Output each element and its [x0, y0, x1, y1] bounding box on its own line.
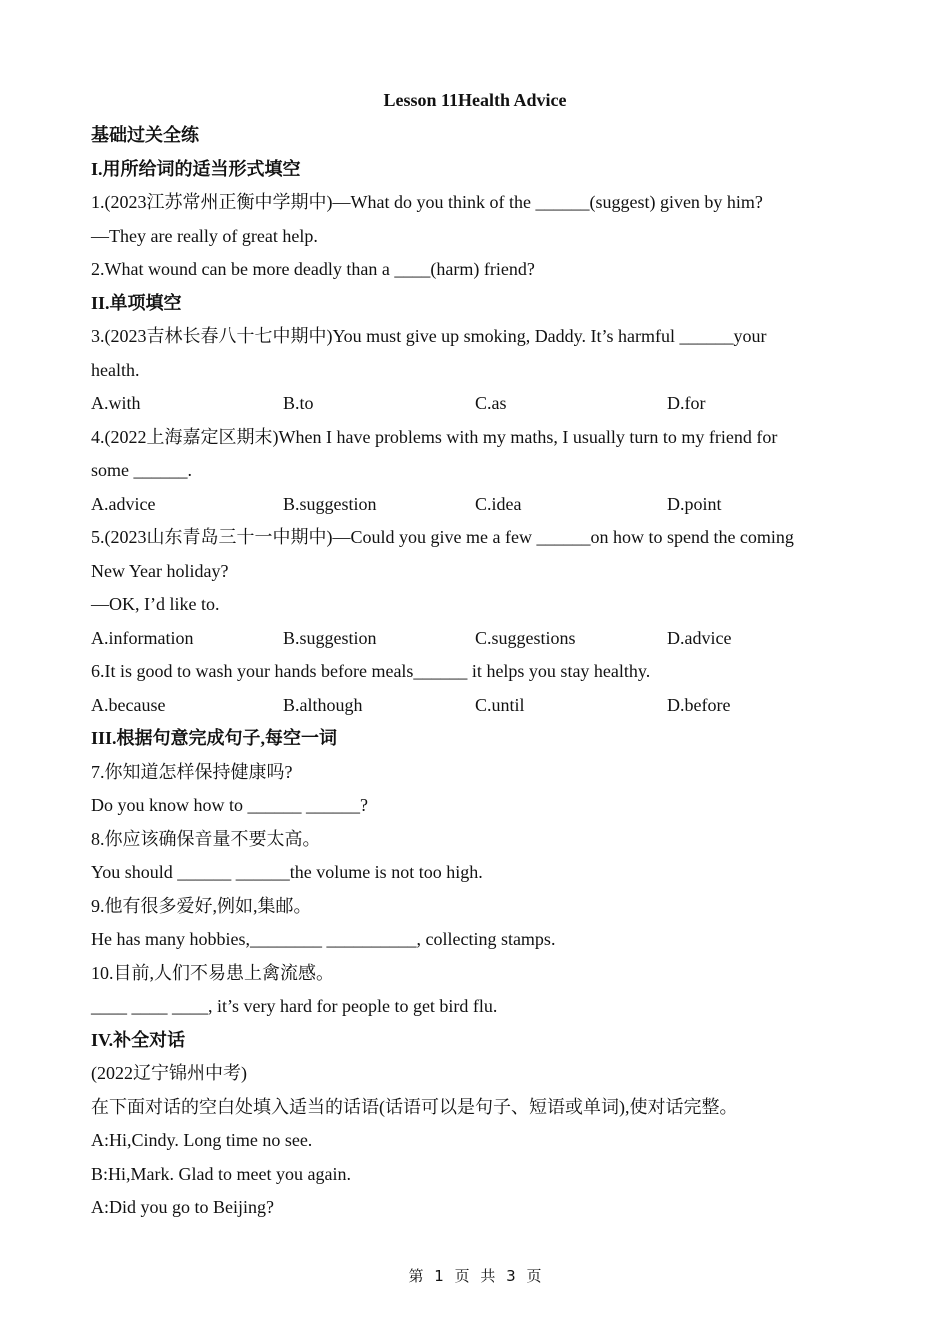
section-3-heading: III.根据句意完成句子,每空一词: [91, 728, 338, 748]
option-c: C.idea: [475, 493, 522, 514]
question-5-options: [91, 622, 861, 656]
section-4-heading: IV.补全对话: [91, 1029, 186, 1050]
option-c: C.as: [475, 393, 507, 413]
option-c: C.suggestions: [475, 627, 576, 648]
option-d: D.point: [667, 493, 722, 514]
question-7-chinese: 7.你知道怎样保持健康吗?: [91, 761, 293, 782]
section-4-source: (2022辽宁锦州中考): [91, 1063, 247, 1083]
section-2-heading: II.单项填空: [91, 292, 182, 313]
question-5-reply: —OK, I’d like to.: [91, 594, 220, 614]
section-1-heading: I.用所给词的适当形式填空: [91, 158, 301, 179]
section-4-instruction: 在下面对话的空白处填入适当的话语(话语可以是句子、短语或单词),使对话完整。: [91, 1096, 738, 1117]
lesson-title: Lesson 11Health Advice: [383, 90, 567, 110]
option-d: D.for: [667, 393, 706, 413]
question-6-options: [91, 689, 861, 723]
option-c: C.until: [475, 694, 525, 715]
dialog-line: A:Did you go to Beijing?: [91, 1197, 274, 1217]
question-7-english: Do you know how to ______ ______?: [91, 795, 368, 815]
question-1: 1.(2023江苏常州正衡中学期中)—What do you think of the ______(suggest) given by him?: [91, 192, 763, 212]
page-footer: 第 1 页 共 3 页: [408, 1267, 542, 1285]
option-b: B.to: [283, 393, 314, 413]
question-3-line-1: 3.(2023吉林长春八十七中期中)You must give up smoking, Daddy. It’s harmful ______your: [91, 326, 767, 346]
question-10-english: ____ ____ ____, it’s very hard for people to get bird flu.: [91, 996, 498, 1016]
option-b: B.although: [283, 694, 363, 715]
worksheet-content: [91, 119, 861, 1225]
question-1-reply: —They are really of great help.: [91, 225, 318, 246]
option-a: A.with: [91, 393, 141, 413]
option-d: D.before: [667, 694, 731, 715]
question-10-chinese: 10.目前,人们不易患上禽流感。: [91, 962, 334, 983]
option-d: D.advice: [667, 627, 732, 648]
question-2: 2.What wound can be more deadly than a ____(harm) friend?: [91, 259, 535, 279]
question-8-english: You should ______ ______the volume is not too high.: [91, 862, 483, 882]
question-5-line-2: New Year holiday?: [91, 560, 229, 581]
section-basic-heading: 基础过关全练: [91, 125, 199, 145]
question-4-line-1: 4.(2022上海嘉定区期末)When I have problems with my maths, I usually turn to my friend for: [91, 426, 778, 447]
question-6: 6.It is good to wash your hands before meals______ it helps you stay healthy.: [91, 661, 651, 681]
question-5-line-1: 5.(2023山东青岛三十一中期中)—Could you give me a few ______on how to spend the coming: [91, 527, 794, 547]
option-b: B.suggestion: [283, 627, 377, 648]
option-a: A.because: [91, 694, 166, 715]
question-4-line-2: some ______.: [91, 460, 192, 480]
option-a: A.advice: [91, 493, 156, 514]
question-4-options: [91, 488, 861, 522]
question-3-line-2: health.: [91, 359, 140, 380]
question-9-chinese: 9.他有很多爱好,例如,集邮。: [91, 895, 312, 916]
dialog-line: B:Hi,Mark. Glad to meet you again.: [91, 1163, 351, 1184]
question-3-options: [91, 387, 861, 421]
option-a: A.information: [91, 627, 194, 648]
option-b: B.suggestion: [283, 493, 377, 514]
question-9-english: He has many hobbies,________ __________, collecting stamps.: [91, 929, 556, 949]
question-8-chinese: 8.你应该确保音量不要太高。: [91, 828, 321, 849]
dialog-line: A:Hi,Cindy. Long time no see.: [91, 1130, 313, 1150]
